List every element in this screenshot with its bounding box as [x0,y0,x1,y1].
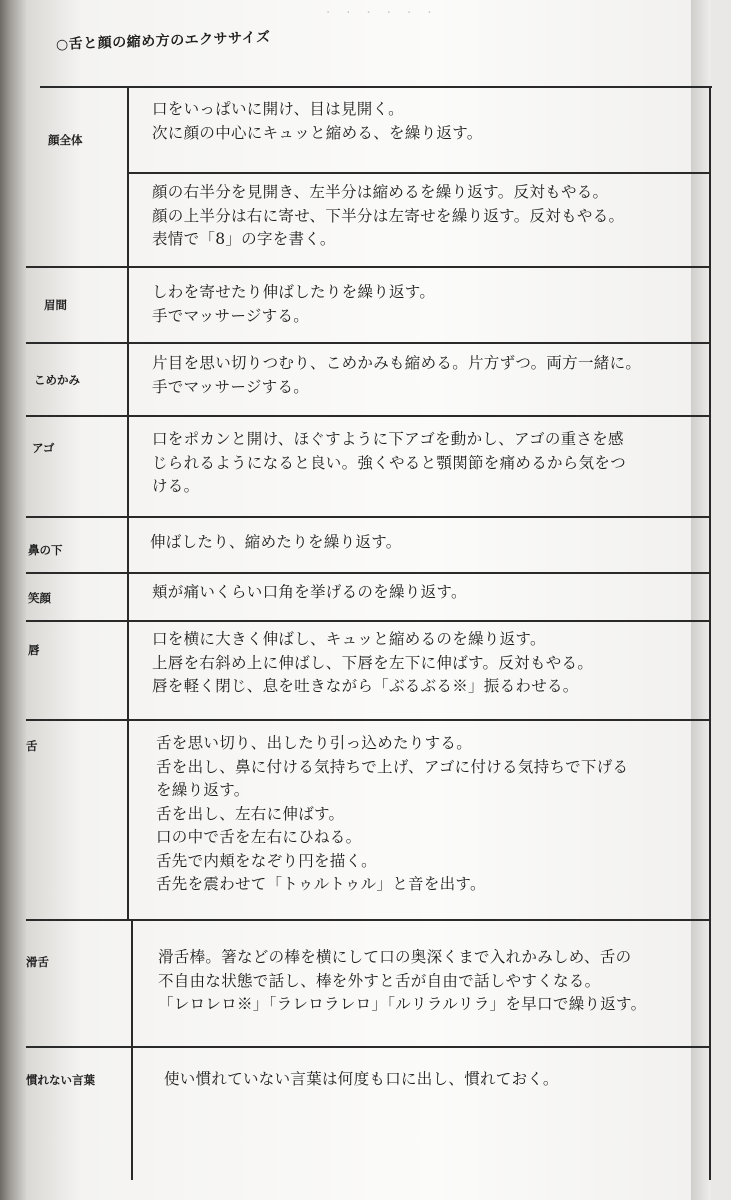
row-divider [127,172,709,174]
book-binding [0,0,26,1200]
bleed-through-text: · · · · · · [326,6,438,21]
content-line: 手でマッサージする。 [152,306,310,325]
row-label-unfamiliar-words: 慣れない言葉 [26,1073,95,1087]
content-line: 口を横に大きく伸ばし、キュッと縮めるのを繰り返す。 [152,630,546,648]
content-line: 口をいっぱいに開け、目は見開く。 [152,100,404,118]
row-label-smile: 笑顔 [28,591,51,605]
row-content-under-nose [150,531,707,555]
row-content-smile [152,581,707,605]
row-content-lips [152,628,707,699]
content-line: 舌先で内頬をなぞり円を描く。 [156,851,377,870]
content-line: 伸ばしたり、縮めたりを繰り返す。 [150,533,402,551]
content-line: 上唇を右斜め上に伸ばし、下唇を左下に伸ばす。反対もやる。 [152,653,594,672]
row-divider [26,620,709,622]
row-content-face [152,98,707,145]
row-divider [26,719,709,721]
column-divider-lower [131,919,133,1180]
content-line: しわを寄せたり伸ばしたりを繰り返す。 [152,283,436,301]
content-line: を繰り返す。 [156,781,250,799]
content-line: 表情で「8」の字を書く。 [152,230,336,248]
row-divider [26,342,709,344]
row-content-tongue [156,732,707,897]
row-content-face-halves [152,181,707,252]
row-content-jaw [152,428,707,499]
exercise-table [26,84,717,1180]
content-line: 顔の右半分を見開き、左半分は縮めるを繰り返す。反対もやる。 [152,183,609,201]
row-divider [26,516,709,518]
row-label-under-nose: 鼻の下 [28,543,63,557]
row-divider [26,415,709,417]
book-page [26,0,711,1200]
content-line: じられるようになると良い。強くやると顎関節を痛めるから気をつ [152,453,627,472]
row-content-unfamiliar-words [164,1068,707,1092]
row-label-face: 顔全体 [48,133,83,147]
row-label-temple: こめかみ [34,373,80,387]
row-content-temple [152,352,707,399]
content-line: 口をポカンと開け、ほぐすように下アゴを動かし、アゴの重さを感 [152,430,624,448]
content-line: 頬が痛いくらい口角を挙げるのを繰り返す。 [152,583,467,601]
row-label-lips: 唇 [28,643,40,657]
content-line: 舌を出し、左右に伸ばす。 [156,804,345,823]
page-title: ○舌と顔の縮め方のエクササイズ [55,29,271,53]
content-line: 滑舌棒。箸などの棒を横にして口の奥深くまで入れかみしめ、舌の [158,948,632,966]
content-line: 「レロレロ※」「ラレロラレロ」「ルリラルリラ」を早口で繰り返す。 [158,995,647,1013]
row-divider [26,919,709,921]
content-line: 舌先を震わせて「トゥルトゥル」と音を出す。 [156,875,486,893]
table-top-border [40,86,712,88]
content-line: 舌を出し、鼻に付ける気持ちで上げ、アゴに付ける気持ちで下げる [156,757,629,776]
row-content-articulation [158,946,707,1017]
content-line: 使い慣れていない言葉は何度も口に出し、慣れておく。 [164,1070,559,1088]
row-label-jaw: アゴ [32,441,55,455]
content-line: 片目を思い切りつむり、こめかみも縮める。片方ずつ。両方一緒に。 [152,354,642,372]
content-line: 顔の上半分は右に寄せ、下半分は左寄せを繰り返す。反対もやる。 [152,206,625,225]
content-line: 不自由な状態で話し、棒を外すと舌が自由で話しやすくなる。 [158,971,601,990]
content-line: 舌を思い切り、出したり引っ込めたりする。 [156,734,473,752]
column-divider [127,86,129,921]
content-line: ける。 [152,477,200,495]
row-label-articulation: 滑舌 [26,955,49,969]
content-line: 唇を軽く閉じ、息を吐きながら「ぶるぶる※」振るわせる。 [152,677,579,695]
row-divider [26,1046,709,1048]
content-line: 次に顔の中心にキュッと縮める、を繰り返す。 [152,123,483,142]
row-divider [26,266,709,268]
content-line: 口の中で舌を左右にひねる。 [156,828,362,846]
row-content-brow [152,281,707,328]
content-line: 手でマッサージする。 [152,377,310,396]
table-right-border [709,86,711,1180]
row-label-brow: 眉間 [44,298,67,312]
row-divider [26,572,709,574]
row-label-tongue: 舌 [26,739,38,753]
